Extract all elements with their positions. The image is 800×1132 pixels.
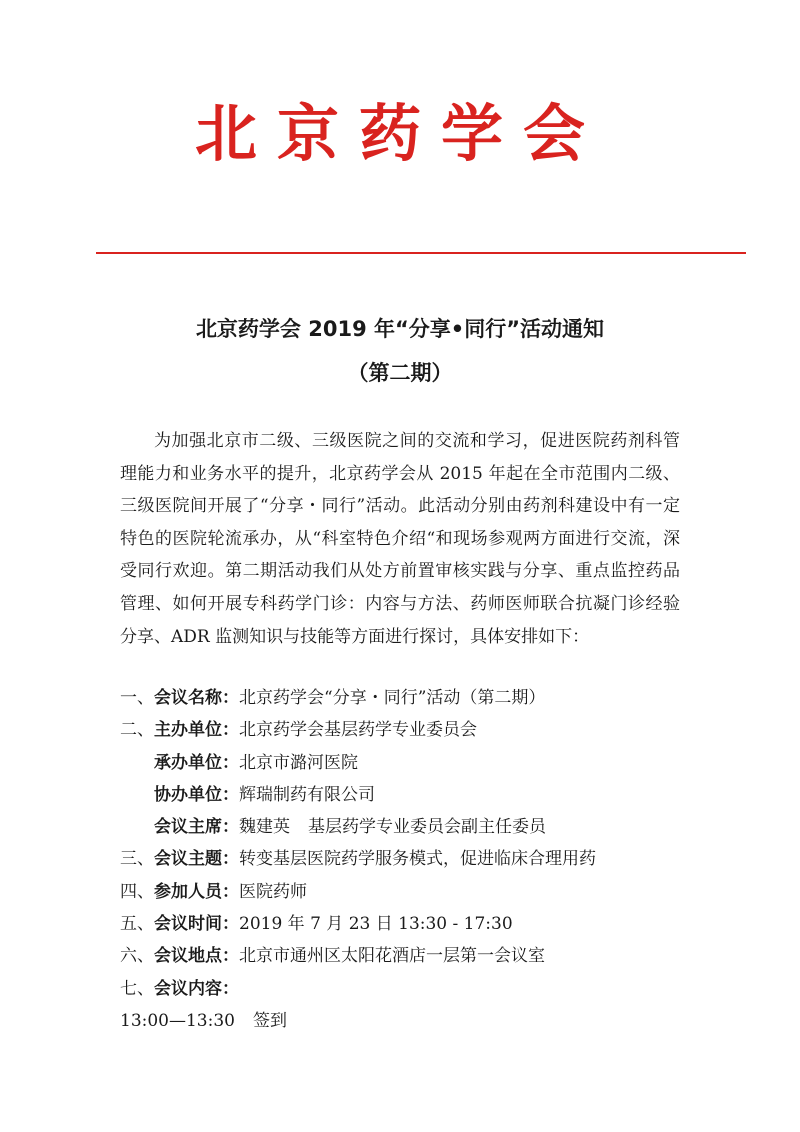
item-location bbox=[120, 940, 700, 972]
notice-title: 北京药学会 2019 年“分享•同行”活动通知 bbox=[195, 317, 605, 341]
item-value: 北京市通州区太阳花酒店一层第一会议室 bbox=[239, 946, 545, 967]
item-key: 会议时间： bbox=[154, 914, 239, 935]
item-key: 承办单位： bbox=[154, 752, 239, 773]
item-key: 参加人员： bbox=[154, 881, 239, 902]
agenda-list bbox=[120, 682, 700, 1037]
item-meeting-name bbox=[120, 682, 700, 714]
letterhead-divider bbox=[96, 252, 746, 254]
item-number: 四、 bbox=[120, 881, 154, 902]
notice-subtitle: （第二期） bbox=[347, 361, 453, 385]
item-value: 转变基层医院药学服务模式，促进临床合理用药 bbox=[239, 849, 596, 870]
item-attendees bbox=[120, 876, 700, 908]
item-value-secondary: 基层药学专业委员会副主任委员 bbox=[308, 817, 546, 838]
item-number: 五、 bbox=[120, 914, 154, 935]
item-number: 七、 bbox=[120, 978, 154, 999]
item-value: 医院药师 bbox=[239, 881, 307, 902]
item-content bbox=[120, 973, 700, 1005]
item-value: 2019 年 7 月 23 日 13:30 - 17:30 bbox=[239, 914, 513, 935]
intro-paragraph: 为加强北京市二级、三级医院之间的交流和学习，促进医院药剂科管理能力和业务水平的提升，北京药学会从 2015 年起在全市范围内二级、三级医院间开展了“分享・同行”活动。此活动分别由药剂科建设中有一定特色的医院轮流承办，从“科室特色介绍“和现场参观两方面进行交流，深受同行欢迎。第二期活动我们从处方前置审核实践与分享、重点监控药品管理、如何开展专科药学门诊：内容与方法、药师医师联合抗凝门诊经验分享、ADR 监测知识与技能等方面进行探讨，具体安排如下： bbox=[120, 431, 680, 647]
item-number: 三、 bbox=[120, 849, 154, 870]
item-value: 辉瑞制药有限公司 bbox=[239, 784, 375, 805]
letterhead-title: 北京药学会 bbox=[194, 97, 605, 170]
item-key: 会议地点： bbox=[154, 946, 239, 967]
item-key: 协办单位： bbox=[154, 784, 239, 805]
item-key: 会议名称： bbox=[154, 688, 239, 708]
item-number: 一、 bbox=[120, 688, 154, 708]
item-key: 会议主题： bbox=[154, 849, 239, 870]
item-time bbox=[120, 908, 700, 940]
item-value: 北京药学会“分享・同行”活动（第二期） bbox=[239, 688, 546, 708]
item-host bbox=[120, 747, 700, 779]
item-key: 主办单位： bbox=[154, 720, 239, 741]
schedule-activity: 签到 bbox=[252, 1010, 287, 1031]
item-key: 会议内容： bbox=[154, 978, 239, 999]
item-number: 二、 bbox=[120, 720, 154, 741]
item-co-organizer bbox=[120, 779, 700, 811]
item-number: 六、 bbox=[120, 946, 154, 967]
item-key: 会议主席： bbox=[154, 817, 239, 838]
item-chair bbox=[120, 811, 700, 843]
item-value: 魏建英 bbox=[239, 817, 290, 838]
item-theme bbox=[120, 843, 700, 875]
item-value: 北京市潞河医院 bbox=[239, 752, 358, 773]
schedule-row bbox=[120, 1005, 700, 1037]
schedule-time: 13:00—13:30 bbox=[120, 1010, 235, 1031]
item-organizer bbox=[120, 714, 700, 746]
item-value: 北京药学会基层药学专业委员会 bbox=[239, 720, 477, 741]
